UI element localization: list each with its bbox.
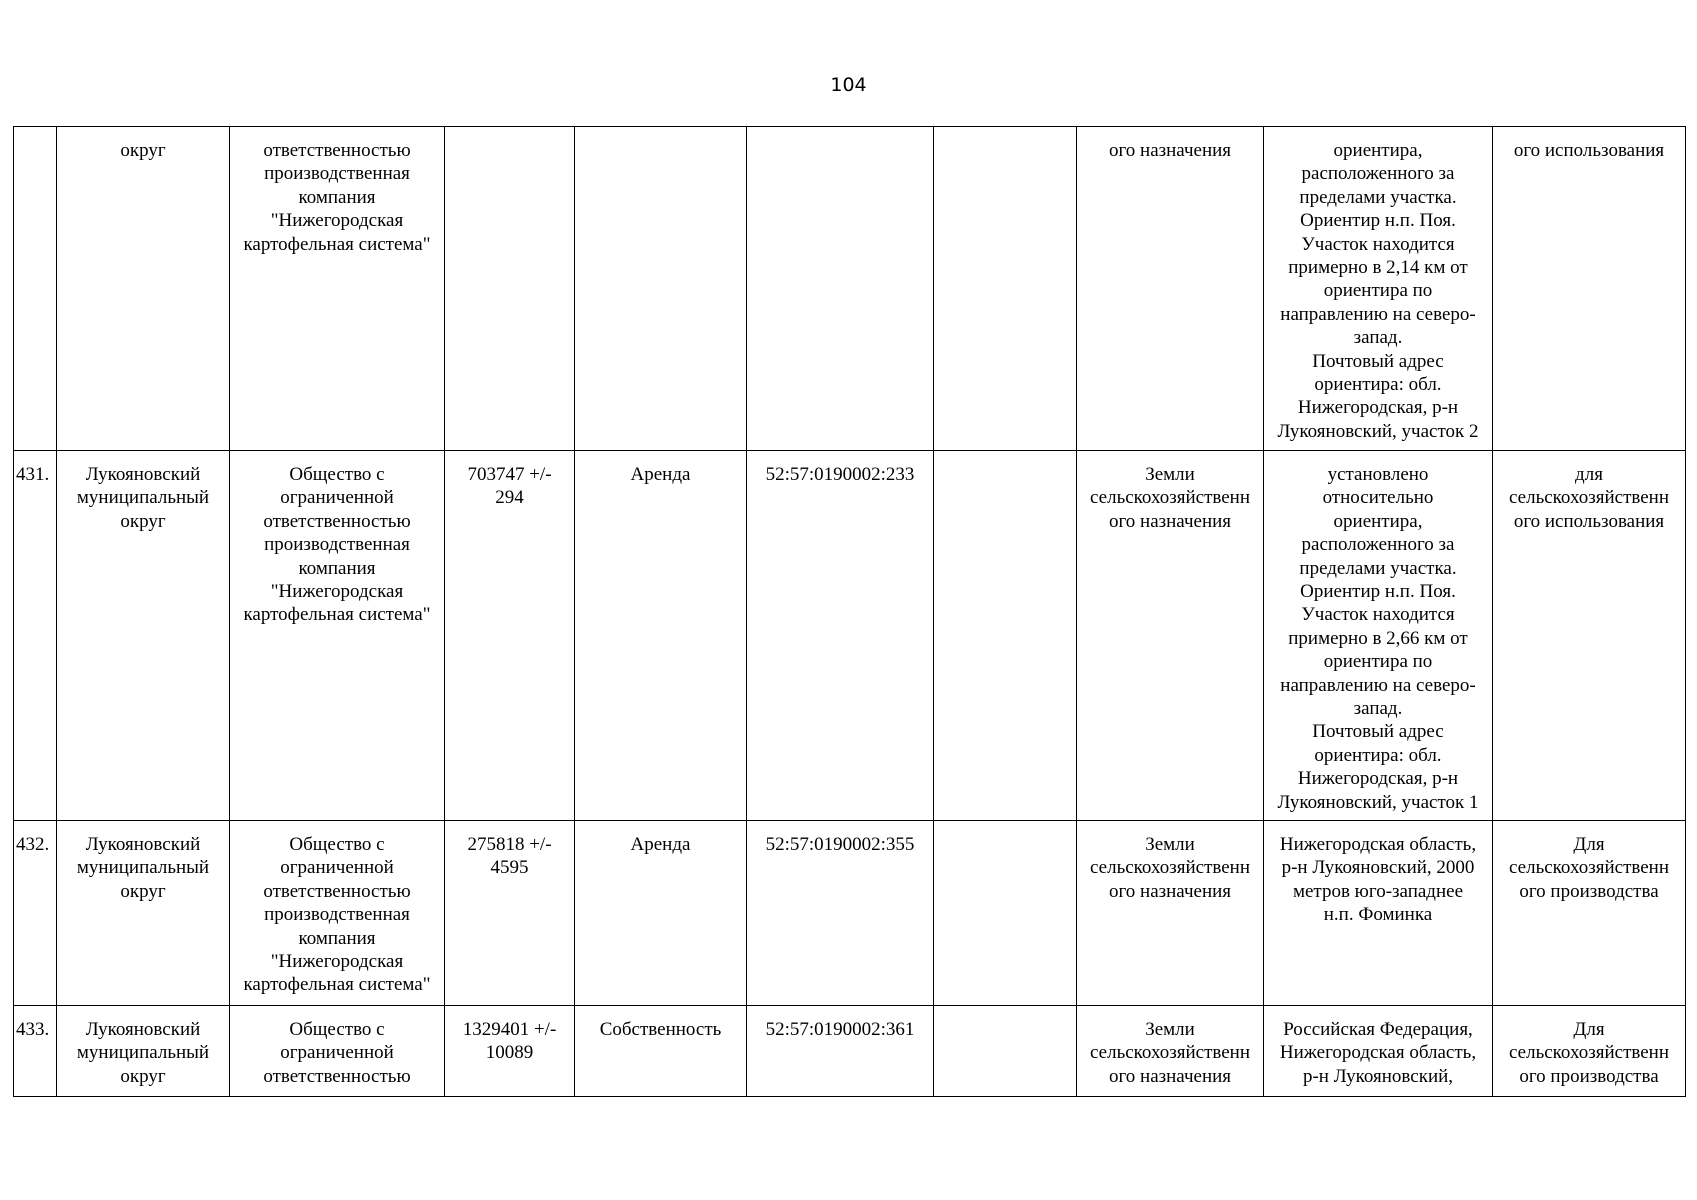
location-cell: Российская Федерация, Нижегородская область, р-н Лукояновский, xyxy=(1264,1006,1493,1097)
district-cell: округ xyxy=(57,127,230,451)
table-row xyxy=(14,1006,1686,1097)
table-row xyxy=(14,451,1686,821)
cadastral-number-cell: 52:57:0190002:233 xyxy=(747,451,934,821)
empty-cell xyxy=(934,127,1077,451)
row-number-cell xyxy=(14,127,57,451)
land-category-cell: Земли сельскохозяйственн ого назначения xyxy=(1077,451,1264,821)
district-cell: Лукояновский муниципальный округ xyxy=(57,451,230,821)
right-type-cell: Аренда xyxy=(575,451,747,821)
area-cell xyxy=(445,127,575,451)
owner-cell: ответственностью производственная компания "Нижегородская картофельная система" xyxy=(230,127,445,451)
area-cell: 1329401 +/- 10089 xyxy=(445,1006,575,1097)
empty-cell xyxy=(934,821,1077,1006)
right-type-cell xyxy=(575,127,747,451)
row-number-cell: 433. xyxy=(14,1006,57,1097)
permitted-use-cell: Для сельскохозяйственн ого производства xyxy=(1493,1006,1686,1097)
table-row xyxy=(14,821,1686,1006)
cadastral-number-cell: 52:57:0190002:355 xyxy=(747,821,934,1006)
area-cell: 275818 +/- 4595 xyxy=(445,821,575,1006)
land-category-cell: Земли сельскохозяйственн ого назначения xyxy=(1077,821,1264,1006)
table-row xyxy=(14,127,1686,451)
land-plots-table xyxy=(13,126,1686,1097)
area-cell: 703747 +/- 294 xyxy=(445,451,575,821)
land-category-cell: Земли сельскохозяйственн ого назначения xyxy=(1077,1006,1264,1097)
location-cell: Нижегородская область, р-н Лукояновский, 2000 метров юго-западнее н.п. Фоминка xyxy=(1264,821,1493,1006)
cadastral-number-cell: 52:57:0190002:361 xyxy=(747,1006,934,1097)
empty-cell xyxy=(934,451,1077,821)
empty-cell xyxy=(934,1006,1077,1097)
owner-cell: Общество с ограниченной ответственностью производственная компания "Нижегородская картофельная система" xyxy=(230,821,445,1006)
row-number-cell: 431. xyxy=(14,451,57,821)
owner-cell: Общество с ограниченной ответственностью xyxy=(230,1006,445,1097)
land-category-cell: ого назначения xyxy=(1077,127,1264,451)
right-type-cell: Аренда xyxy=(575,821,747,1006)
right-type-cell: Собственность xyxy=(575,1006,747,1097)
permitted-use-cell: ого использования xyxy=(1493,127,1686,451)
district-cell: Лукояновский муниципальный округ xyxy=(57,1006,230,1097)
owner-cell: Общество с ограниченной ответственностью производственная компания "Нижегородская картофельная система" xyxy=(230,451,445,821)
permitted-use-cell: для сельскохозяйственн ого использования xyxy=(1493,451,1686,821)
location-cell: установлено относительно ориентира, расположенного за пределами участка. Ориентир н.п. Поя. Участок находится примерно в 2,66 км от ориентира по направлению на северо- запад. Почтовый адрес ориентира: обл. Нижегородская, р-н Лукояновский, участок 1 xyxy=(1264,451,1493,821)
page-number: 104 xyxy=(830,74,867,96)
cadastral-number-cell xyxy=(747,127,934,451)
row-number-cell: 432. xyxy=(14,821,57,1006)
permitted-use-cell: Для сельскохозяйственн ого производства xyxy=(1493,821,1686,1006)
district-cell: Лукояновский муниципальный округ xyxy=(57,821,230,1006)
location-cell: ориентира, расположенного за пределами участка. Ориентир н.п. Поя. Участок находится примерно в 2,14 км от ориентира по направлению на северо- запад. Почтовый адрес ориентира: обл. Нижегородская, р-н Лукояновский, участок 2 xyxy=(1264,127,1493,451)
